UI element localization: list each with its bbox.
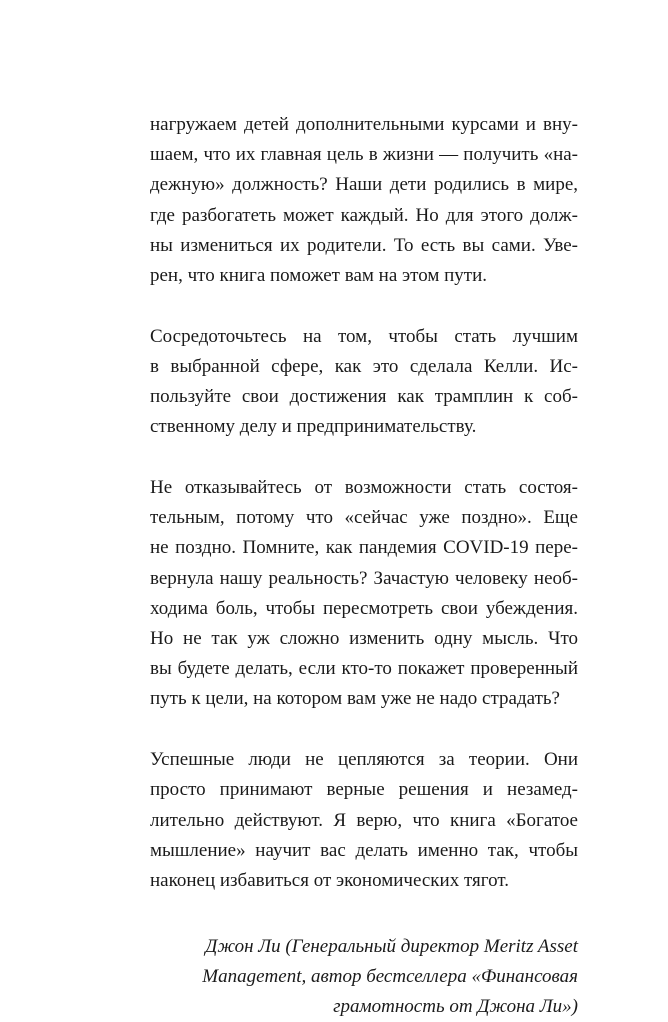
paragraph-line: в выбранной сфере, как это сделала Келли. Ис- [150, 355, 578, 377]
paragraph-line: Не отказывайтесь от возможности стать состоя- [150, 477, 578, 499]
paragraph-line: рен, что книга поможет вам на этом пути. [150, 265, 488, 287]
signature-attribution [150, 932, 578, 1022]
paragraph-line: шаем, что их главная цель в жизни — получить «на- [150, 144, 578, 166]
paragraph-line: ны измениться их родители. То есть вы сами. Уве- [150, 234, 578, 256]
paragraph-line: где разбогатеть может каждый. Но для этого долж- [150, 204, 578, 226]
paragraph-line: не поздно. Помните, как пандемия COVID-19 пере- [150, 537, 578, 559]
signature-line: Джон Ли (Генеральный директор Meritz Asset [205, 936, 578, 958]
paragraph-line: мышление» научит вас делать именно так, чтобы [150, 839, 578, 861]
paragraph-line: нагружаем детей дополнительными курсами и вну- [150, 114, 578, 135]
paragraph-4 [150, 745, 578, 896]
paragraph-line: просто принимают верные решения и незамед- [150, 779, 578, 801]
signature-line: грамотность от Джона Ли») [333, 996, 578, 1018]
paragraph-line: вернула нашу реальность? Зачастую человеку необ- [150, 567, 578, 589]
paragraph-line: ственному делу и предпринимательству. [150, 416, 477, 438]
paragraph-line: вы будете делать, если кто-то покажет проверенный [150, 658, 578, 680]
paragraph-1 [150, 110, 578, 291]
paragraph-line: наконец избавиться от экономических тягот. [150, 869, 509, 891]
paragraph-line: Успешные люди не цепляются за теории. Они [150, 749, 578, 771]
paragraph-line: Сосредоточьтесь на том, чтобы стать лучшим [150, 325, 578, 347]
paragraph-line: ходима боль, чтобы пересмотреть свои убеждения. [150, 597, 578, 619]
page-body [150, 110, 578, 1022]
paragraph-line: Но не так уж сложно изменить одну мысль. Что [150, 628, 578, 650]
paragraph-line: лительно действуют. Я верю, что книга «Богатое [150, 809, 578, 831]
paragraph-line: путь к цели, на котором вам уже не надо страдать? [150, 688, 560, 710]
signature-line: Management, автор бестселлера «Финансовая [202, 966, 578, 988]
paragraph-3 [150, 473, 578, 715]
paragraph-2 [150, 322, 578, 443]
paragraph-line: дежную» должность? Наши дети родились в мире, [150, 174, 578, 196]
paragraph-line: пользуйте свои достижения как трамплин к соб- [150, 386, 578, 408]
paragraph-line: тельным, потому что «сейчас уже поздно». Еще [150, 507, 578, 529]
